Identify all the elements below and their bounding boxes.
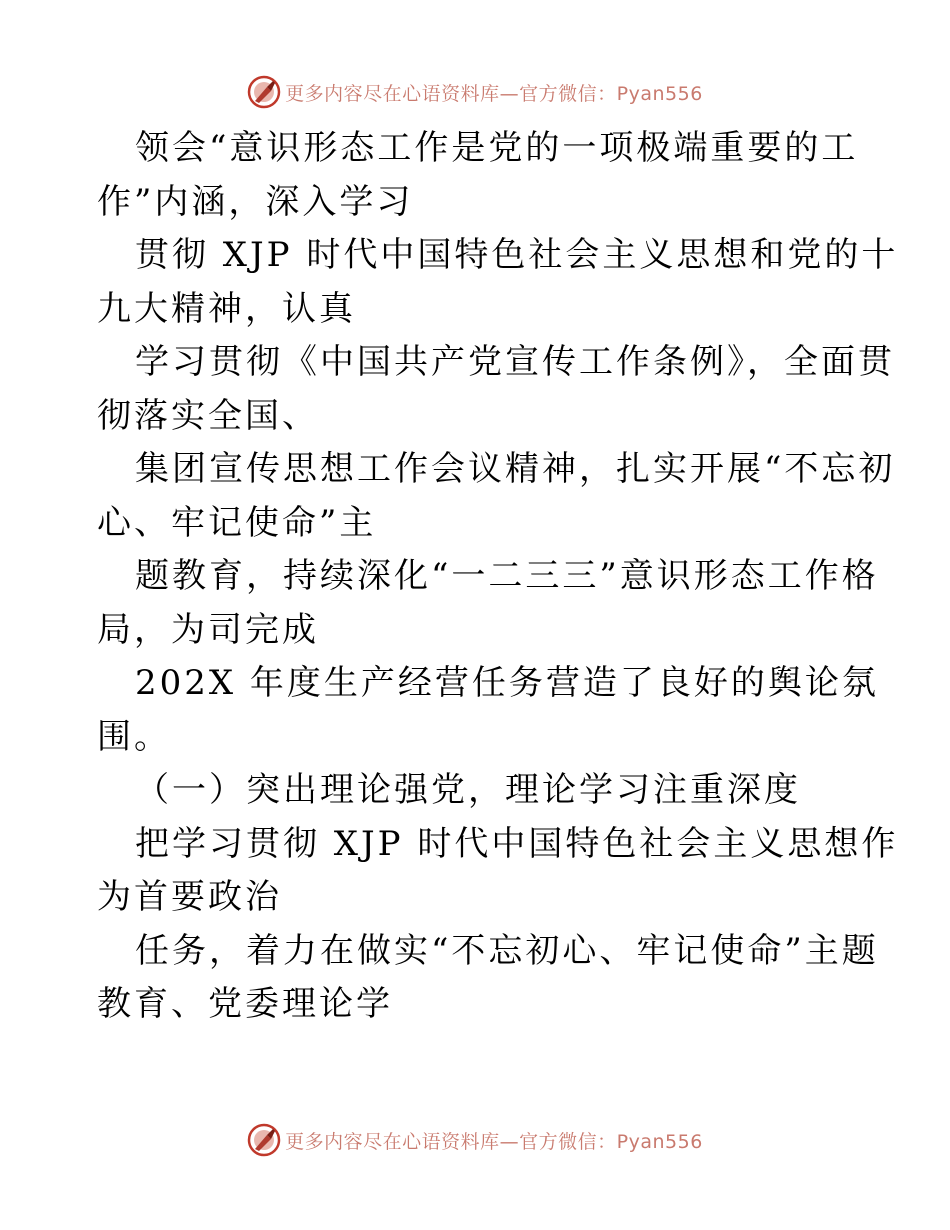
pen-nib-logo-icon — [247, 1123, 281, 1157]
text-line: 题教育，持续深化“一二三三”意识形态工作格 — [135, 556, 879, 596]
text-line: 彻落实全国、 — [97, 395, 319, 436]
footer-watermark — [0, 1120, 950, 1160]
text-line: 贯彻 XJP 时代中国特色社会主义思想和党的十 — [135, 235, 899, 275]
pen-nib-logo-icon — [247, 75, 281, 109]
text-line: 九大精神，认真 — [97, 288, 356, 329]
text-line: 局，为司完成 — [97, 609, 319, 650]
text-line: 教育、党委理论学 — [97, 984, 393, 1024]
text-line: 集团宣传思想工作会议精神，扎实开展“不忘初 — [135, 449, 896, 489]
text-line: 把学习贯彻 XJP 时代中国特色社会主义思想作 — [135, 823, 899, 864]
text-line: 202X 年度生产经营任务营造了良好的舆论氛 — [135, 663, 879, 703]
document-body — [97, 122, 899, 1032]
text-line: 学习贯彻《中国共产党宣传工作条例》，全面贯 — [135, 342, 895, 382]
text-line: 作”内涵，深入学习 — [97, 181, 414, 222]
text-line: 心、牢记使命”主 — [97, 502, 377, 543]
text-line: 任务，着力在做实“不忘初心、牢记使命”主题 — [135, 930, 879, 971]
watermark-text: 更多内容尽在心语资料库—官方微信：Pyan556 — [285, 1130, 703, 1153]
header-watermark — [0, 72, 950, 112]
watermark-text: 更多内容尽在心语资料库—官方微信：Pyan556 — [285, 82, 703, 105]
section-heading: （一）突出理论强党，理论学习注重深度 — [135, 770, 801, 810]
text-line: 围。 — [97, 716, 171, 757]
text-line: 领会“意识形态工作是党的一项极端重要的工 — [135, 128, 859, 168]
text-line: 为首要政治 — [97, 877, 282, 917]
